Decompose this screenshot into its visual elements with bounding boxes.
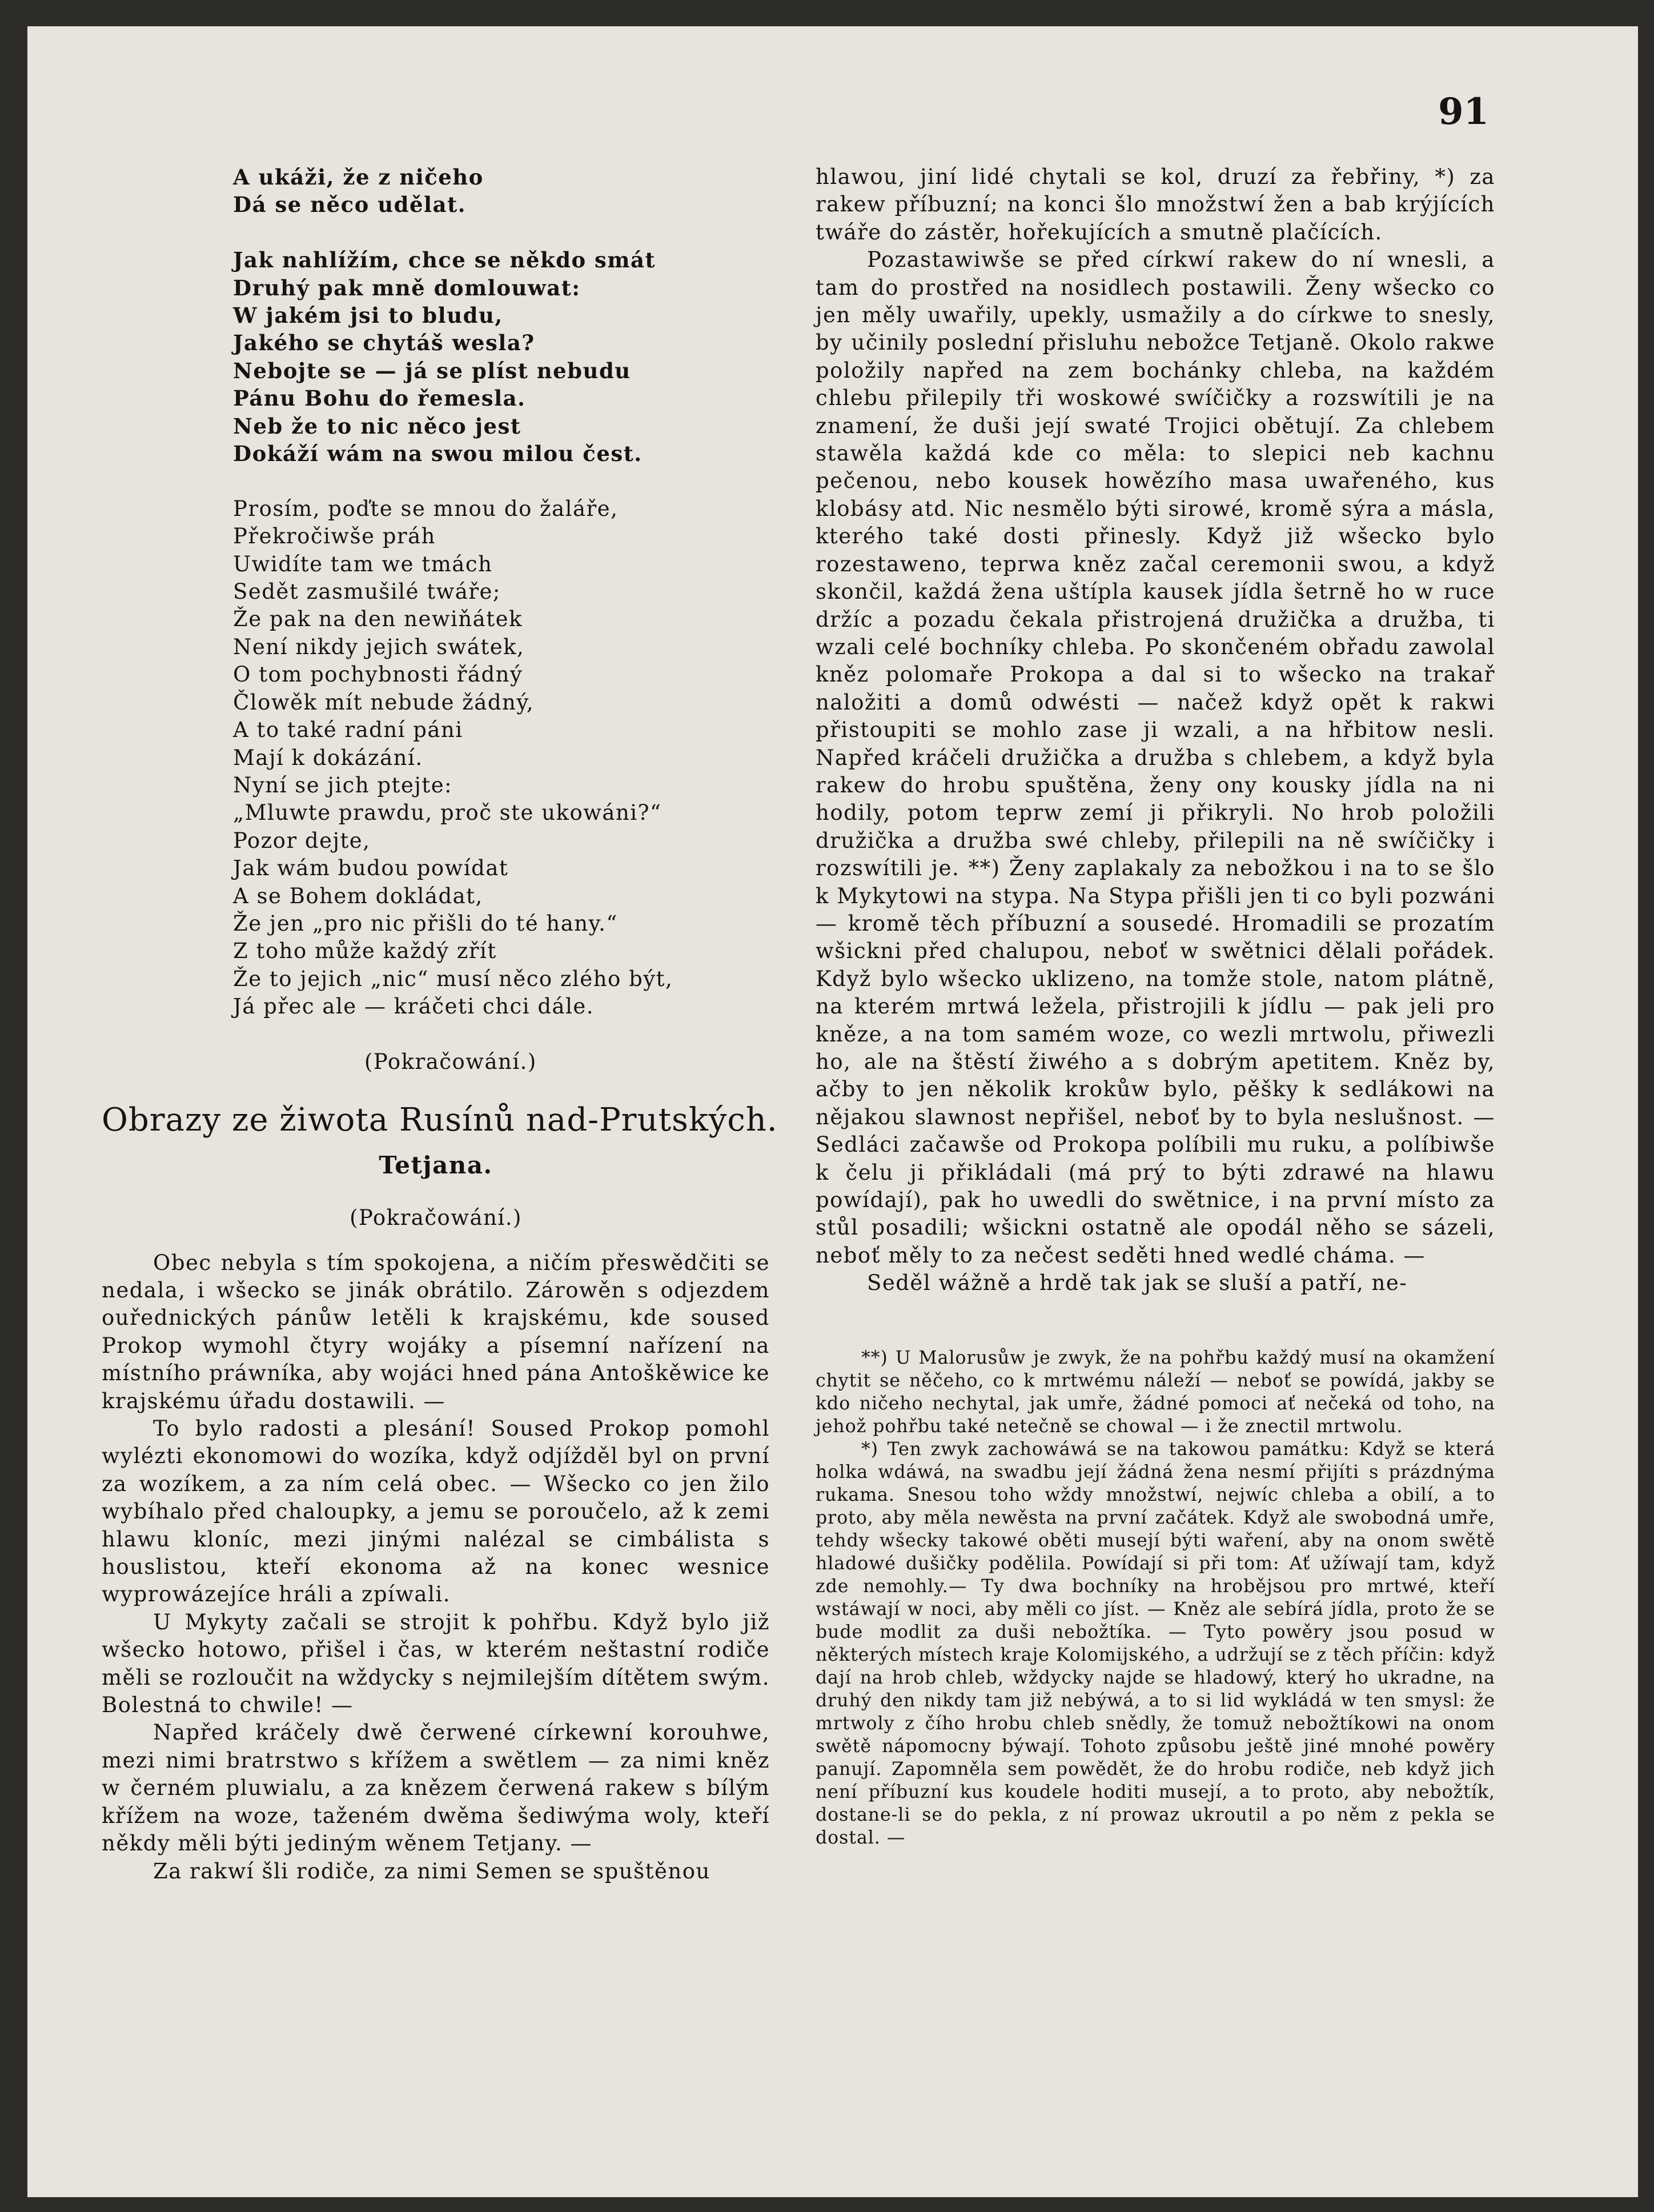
- poem-line: W jakém jsi to bludu,: [233, 303, 503, 328]
- article-title: Obrazy ze žiwota Rusínů nad-Prutských.: [102, 1101, 778, 1139]
- poem-line: A se Bohem dokládat,: [233, 883, 483, 908]
- paragraph: Seděl wážně a hrdě tak jak se sluší a patří, ne-: [867, 1271, 1408, 1296]
- poem-line: Dokáží wám na swou milou čest.: [233, 441, 643, 467]
- paragraph: hlawou, jiní lidé chytali se kol, druzí za řebřiny, *) za rakew příbuzní; na konci šlo množstwí žen a bab krýjících twáře do zástěr, hořekujících a smutně plačících.: [816, 165, 1495, 245]
- poem-line: Z toho může každý zřít: [233, 939, 497, 964]
- poem-line: Člowěk mít nebude žádný,: [233, 690, 535, 715]
- poem-line: O tom pochybnosti řádný: [233, 662, 523, 687]
- paragraph: Napřed kráčely dwě čerwené církewní korouhwe, mezi nimi bratrstwo s křížem a swětlem — za nimi kněz w černém pluwialu, a za knězem čerwená rakew s bílým křížem na woze, taženém dwěma šediwýma woly, kteří někdy měli býti jediným wěnem Tetjany. —: [102, 1720, 770, 1856]
- paragraph: Pozastawiwše se před církwí rakew do ní wnesli, a tam do prostřed na nosidlech postawili. Ženy wšecko co jen měly uwařily, upekly, usmažily a do církwe to snesly, by učinily poslední přisluhu nebožce Tetjaně. Okolo rakwe položily napřed na zem bochánky chleba, na každém chlebu přilepily tři woskowé swíčičky a rozswítili je na znamení, že duši její swaté Trojici obětují. Za chlebem stawěla každá kde co měla: to slepici neb kachnu pečenou, nebo kousek howězího masa uwařeného, kus klobásy atd. Nic nesmělo býti sirowé, kromě sýra a másla, kterého také dosti přinesly. Když již wšecko bylo rozestaweno, teprwa kněz začal ceremonii swou, a když skončil, každá žena uštípla kausek jídla šetrně ho w ruce držíc a pozadu čekala přistrojená družička a družba, ti wzali celé bochníky chleba. Po skončeném obřadu zawolal kněz polomaře Prokopa a dal si to wšecko na trakař naložiti a domů odwésti — načež když opět k rakwi přistoupiti se mohlo zase ji wzali, a na hřbitow nesli. Napřed kráčeli družička a družba s chlebem, a když byla rakew do hrobu spuštěna, ženy ony kousky jídla na ni hodily, potom teprw zemí ji přikryli. No hrob položili družička a družba swé chleby, přilepili na ně swíčičky i rozswítili je. **) Ženy zaplakaly za nebožkou i na to se šlo k Mykytowi na stypa. Na Stypa přišli jen ti co byli pozwáni — kromě těch příbuzní a sousedé. Hromadili se prozatím wšickni před chalupou, neboť w swětnici dělali pořádek. Když bylo wšecko uklizeno, na tomže stole, natom plátně, na kterém mrtwá ležela, přistrojili k jídlu — pak jeli pro kněze, a na tom samém woze, co wezli mrtwolu, přiwezli ho, ale na štěstí žiwého a s dobrým apetitem. Kněz by, ačby to jen několik krokůw bylo, pěšky k sedlákowi na nějakou slawnost nepřišel, neboť by to byla neslušnost. — Sedláci začawše od Prokopa políbili mu ruku, a políbiwše k čelu ji přikládali (má prý to býti zdrawé na hlawu powídají), pak ho uwedli do swětnice, i na první místo za stůl posadili; wšickni ostatně ale opodál něho se sázeli, neboť měly to za nečest seděti hned wedlé cháma. —: [816, 247, 1495, 1268]
- poem-line: Mají k dokázání.: [233, 745, 423, 770]
- footnote: *) Ten zwyk zachowáwá se na takowou památku: Když se která holka wdáwá, na swadbu její žádná žena nesmí přijíti s prázdnýma rukama. Snesou toho wždy množstwí, nejwíc chleba a obilí, a to proto, aby měla newěsta na první začátek. Když ale swobodná umře, tehdy wšecky takowé oběti musejí býti waření, aby na onom swětě hladowé dušičky podělila. Powídají si při tom: Ať užíwají tam, když zde nemohly.— Ty dwa bochníky na hrobějsou pro mrtwé, kteří wstáwají w noci, aby měli co jíst. — Kněz ale sebírá jídla, proto že se bude modlit za duši nebožtíka. — Tyto powěry jsou posud w některých místech kraje Kolomijského, a udržují se z těch příčin: když dají na hrob chleb, wždycky najde se hladowý, který ho ukradne, na druhý den nikdy tam již nebýwá, a to si lid wykládá w ten smysl: že mrtwoly z čího hrobu chleb snědly, že tomuž nebožtíkowi na onom swětě nápomocny býwají. Tohoto způsobu ještě jiné mnohé powěry panují. Zapomněla sem powědět, že do hrobu rodiče, neb když jich není příbuzní kus koudele hoditi musejí, a to proto, aby nebožtík, dostane-li se do pekla, z ní prowaz ukroutil a po něm z pekla se dostal. —: [816, 1438, 1495, 1848]
- poem-line: Neb že to nic něco jest: [233, 413, 521, 439]
- article-continuation: (Pokračowání.): [350, 1205, 522, 1231]
- poem-line: Překročiwše práh: [233, 524, 436, 549]
- poem-line: Uwidíte tam we tmách: [233, 551, 493, 576]
- poem-line: Dá se něco udělat.: [233, 192, 467, 218]
- poem-line: A to také radní páni: [233, 718, 463, 743]
- poem-line: Druhý pak mně domlouwat:: [233, 275, 581, 300]
- poem-line: „Mluwte prawdu, proč ste ukowáni?“: [233, 800, 662, 826]
- left-column: [102, 163, 778, 1885]
- paragraph: Obec nebyla s tím spokojena, a ničím přeswědčiti se nedala, i wšecko se jinák obrátilo. Zárowěn s odjezdem ouřednických pánůw letěli k krajskému, kde soused Prokop wymohl čtyry wojáky a písemní nařízení na místního práwníka, aby wojáci hned pána Antoškěwice ke krajskému úřadu dostawili. —: [102, 1250, 770, 1413]
- newspaper-page: [27, 26, 1638, 2197]
- poem-line: Není nikdy jejich swátek,: [233, 634, 525, 659]
- paragraph: To bylo radosti a plesání! Soused Prokop pomohl wylézti ekonomowi do wozíka, když odjížděl byl on první za wozíkem, a za ním celá obec. — Wšecko co jen žilo wybíhalo před chaloupky, a jemu se poroučelo, až k zemi hlawu kloníc, mezi jinými nalézal se cimbálista s houslistou, kteří ekonoma až na konec wesnice wyprowázejíce hráli a zpíwali.: [102, 1416, 770, 1607]
- poem-line: Že pak na den newiňátek: [233, 607, 523, 632]
- poem-stanza: [233, 495, 770, 1021]
- poem-line: A ukáži, že z ničeho: [233, 165, 484, 190]
- footnote: **) U Malorusůw je zwyk, že na pohřbu každý musí na okamžení chytit se něčeho, co k mrtwému náleží — neboť se powídá, jakby se kdo ničeho nechytal, jak umře, žádné pomoci ať nečeká od toho, na jehož pohřbu také netečně se chowal — i že znectil mrtwolu.: [816, 1347, 1495, 1437]
- poem-line: Jakého se chytáš wesla?: [233, 330, 535, 356]
- article-subtitle: Tetjana.: [379, 1151, 493, 1179]
- poem-line: Nebojte se — já se plíst nebudu: [233, 358, 631, 383]
- poem-stanza: [233, 246, 770, 467]
- paragraph: U Mykyty začali se strojit k pohřbu. Když bylo již wšecko hotowo, přišel i čas, w kterém neštastní rodiče měli se rozloučit na wždycky s nejmilejším dítětem swým. Bolestná to chwile! —: [102, 1609, 770, 1718]
- right-column: [816, 163, 1495, 1849]
- poem-line: Že jen „pro nic přišli do té hany.“: [233, 911, 618, 936]
- poem-line: Pánu Bohu do řemesla.: [233, 386, 526, 411]
- poem-line: Že to jejich „nic“ musí něco zlého být,: [233, 966, 673, 991]
- poem-line: Jak wám budou powídat: [233, 856, 509, 881]
- page-number: 91: [1438, 90, 1490, 133]
- poem-stanza: [233, 163, 770, 219]
- poem-continuation: (Pokračowání.): [364, 1049, 537, 1074]
- paragraph: Za rakwí šli rodiče, za nimi Semen se spuštěnou: [153, 1858, 710, 1884]
- poem-line: Já přec ale — kráčeti chci dále.: [233, 994, 595, 1019]
- footnotes: [816, 1347, 1495, 1849]
- poem-line: Prosím, poďte se mnou do žaláře,: [233, 496, 619, 521]
- poem-line: Sedět zasmušilé twáře;: [233, 579, 501, 604]
- poem-line: Pozor dejte,: [233, 828, 371, 853]
- poem-line: Jak nahlížím, chce se někdo smát: [233, 247, 656, 273]
- poem-line: Nyní se jich ptejte:: [233, 772, 453, 798]
- poem: [233, 163, 770, 1021]
